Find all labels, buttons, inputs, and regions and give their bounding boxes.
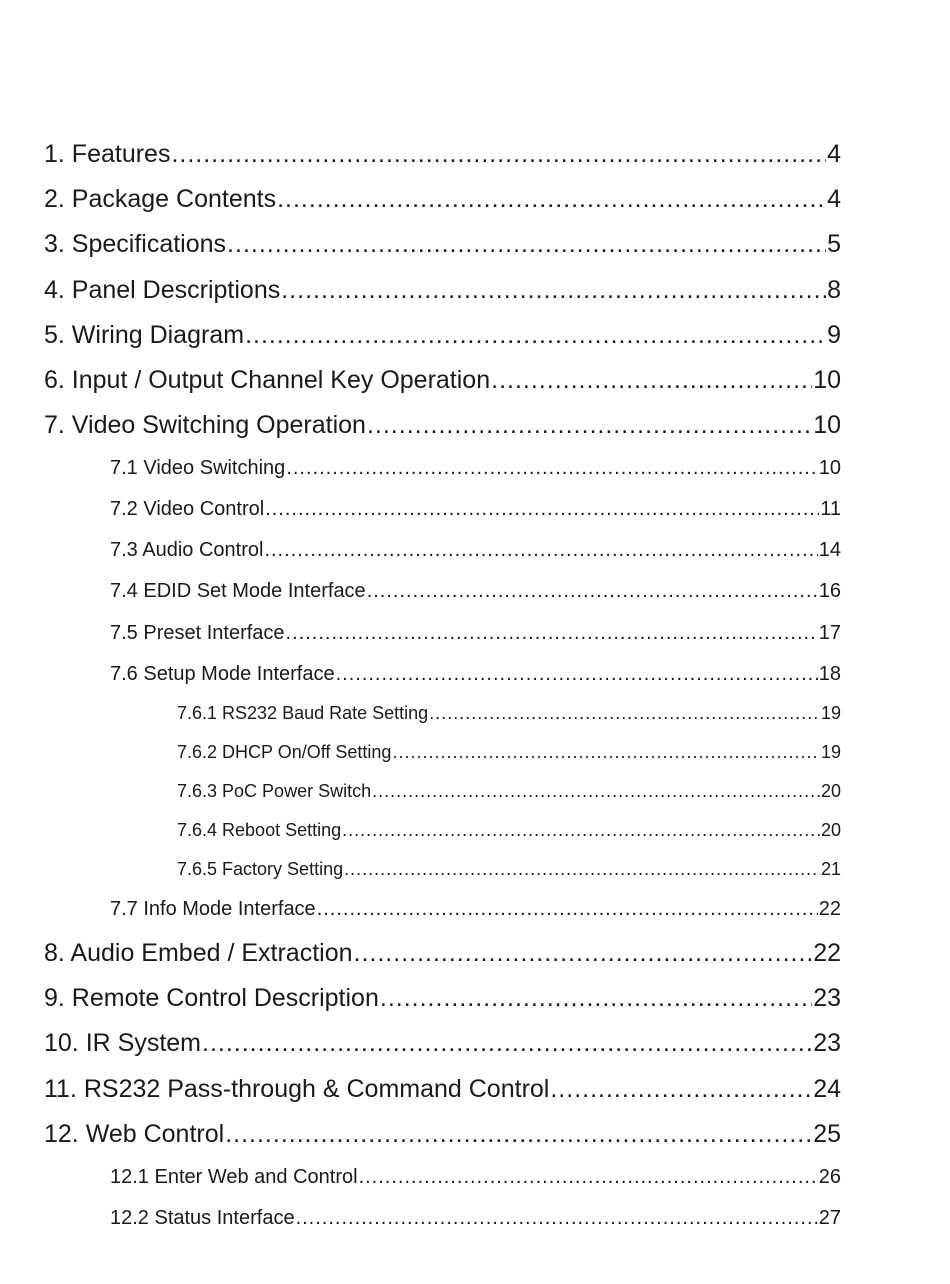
toc-entry[interactable] [44,1120,841,1152]
toc-entry[interactable] [44,276,841,308]
toc-leader-dots [171,140,826,169]
toc-page-number: 4 [827,140,841,168]
toc-page-number: 10 [813,366,841,394]
toc-entry-label: 11. RS232 Pass-through & Command Control [44,1075,550,1103]
toc-leader-dots [380,984,812,1013]
toc-entry-label: 6. Input / Output Channel Key Operation [44,366,491,394]
toc-entry-label: 7.7 Info Mode Interface [110,898,316,920]
toc-page-number: 24 [813,1075,841,1103]
toc-entry-label: 7.4 EDID Set Mode Interface [110,580,366,602]
toc-entry[interactable] [177,703,841,729]
toc-entry[interactable] [110,1166,841,1194]
toc-entry-label: 12. Web Control [44,1120,225,1148]
toc-page-number: 25 [813,1120,841,1148]
toc-page-number: 26 [818,1166,841,1188]
toc-entry-label: 8. Audio Embed / Extraction [44,939,353,967]
toc-entry[interactable] [110,498,841,526]
toc-entry[interactable] [44,321,841,353]
toc-entry[interactable] [44,230,841,262]
toc-entry[interactable] [110,663,841,691]
toc-entry[interactable] [110,539,841,567]
toc-leader-dots [286,457,817,480]
toc-leader-dots [277,185,826,214]
toc-entry-label: 7.1 Video Switching [110,457,286,479]
toc-page-number: 8 [827,276,841,304]
toc-page-number: 20 [820,781,841,801]
toc-leader-dots [281,276,826,305]
toc-leader-dots [286,622,818,645]
toc-entry[interactable] [177,820,841,846]
toc-entry-label: 7.6.4 Reboot Setting [177,820,342,840]
toc-entry[interactable] [110,1207,841,1235]
toc-page-number: 23 [813,1029,841,1057]
toc-page-number: 17 [818,622,841,644]
toc-page-number: 27 [818,1207,841,1229]
toc-entry-label: 12.2 Status Interface [110,1207,295,1229]
toc-leader-dots [344,859,820,880]
toc-page-number: 4 [827,185,841,213]
toc-entry[interactable] [177,859,841,885]
toc-page-number: 11 [820,498,841,520]
toc-leader-dots [342,820,820,841]
toc-leader-dots [264,539,817,562]
toc-leader-dots [359,1166,818,1189]
toc-entry[interactable] [44,984,841,1016]
toc-leader-dots [354,939,813,968]
toc-entry-label: 4. Panel Descriptions [44,276,281,304]
toc-entry-label: 7.2 Video Control [110,498,265,520]
toc-entry[interactable] [110,622,841,650]
toc-entry-label: 7.6.2 DHCP On/Off Setting [177,742,392,762]
toc-entry[interactable] [110,457,841,485]
toc-leader-dots [429,703,820,724]
toc-leader-dots [245,321,826,350]
toc-entry[interactable] [110,898,841,926]
toc-entry[interactable] [44,140,841,172]
toc-leader-dots [296,1207,818,1230]
toc-page-number: 16 [818,580,841,602]
toc-entry-label: 7.6 Setup Mode Interface [110,663,335,685]
toc-leader-dots [225,1120,812,1149]
toc-entry[interactable] [44,1075,841,1107]
toc-entry-label: 12.1 Enter Web and Control [110,1166,358,1188]
toc-page-number: 22 [813,939,841,967]
toc-entry[interactable] [44,1029,841,1061]
toc-leader-dots [336,663,818,686]
toc-page-number: 18 [818,663,841,685]
toc-entry-label: 7.5 Preset Interface [110,622,285,644]
toc-entry[interactable] [44,185,841,217]
toc-page-number: 10 [818,457,841,479]
toc-entry-label: 5. Wiring Diagram [44,321,245,349]
toc-entry-label: 3. Specifications [44,230,227,258]
toc-entry-label: 7.6.5 Factory Setting [177,859,344,879]
toc-leader-dots [392,742,820,763]
toc-leader-dots [317,898,818,921]
toc-entry-label: 10. IR System [44,1029,201,1057]
toc-page-number: 21 [820,859,841,879]
toc-entry[interactable] [44,411,841,443]
toc-entry-label: 7. Video Switching Operation [44,411,366,439]
toc-leader-dots [550,1075,812,1104]
toc-entry[interactable] [177,742,841,768]
toc-page-number: 23 [813,984,841,1012]
toc-entry[interactable] [110,580,841,608]
toc-entry[interactable] [44,366,841,398]
toc-entry-label: 7.6.1 RS232 Baud Rate Setting [177,703,429,723]
toc-page-number: 5 [827,230,841,258]
toc-page-number: 19 [820,703,841,723]
toc-entry-label: 7.6.3 PoC Power Switch [177,781,372,801]
toc-page-number: 19 [820,742,841,762]
toc-entry-label: 9. Remote Control Description [44,984,379,1012]
toc-leader-dots [491,366,812,395]
toc-leader-dots [227,230,826,259]
toc-leader-dots [265,498,819,521]
toc-entry-label: 1. Features [44,140,171,168]
toc-entry[interactable] [177,781,841,807]
toc-page-number: 22 [818,898,841,920]
toc-page-number: 20 [820,820,841,840]
toc-entry-label: 7.3 Audio Control [110,539,264,561]
toc-entry[interactable] [44,939,841,971]
toc-page-number: 10 [813,411,841,439]
toc-leader-dots [367,580,818,603]
toc-page-number: 14 [818,539,841,561]
toc-entry-label: 2. Package Contents [44,185,277,213]
toc-leader-dots [202,1029,812,1058]
toc-leader-dots [367,411,812,440]
toc-page-number: 9 [827,321,841,349]
toc-leader-dots [372,781,820,802]
